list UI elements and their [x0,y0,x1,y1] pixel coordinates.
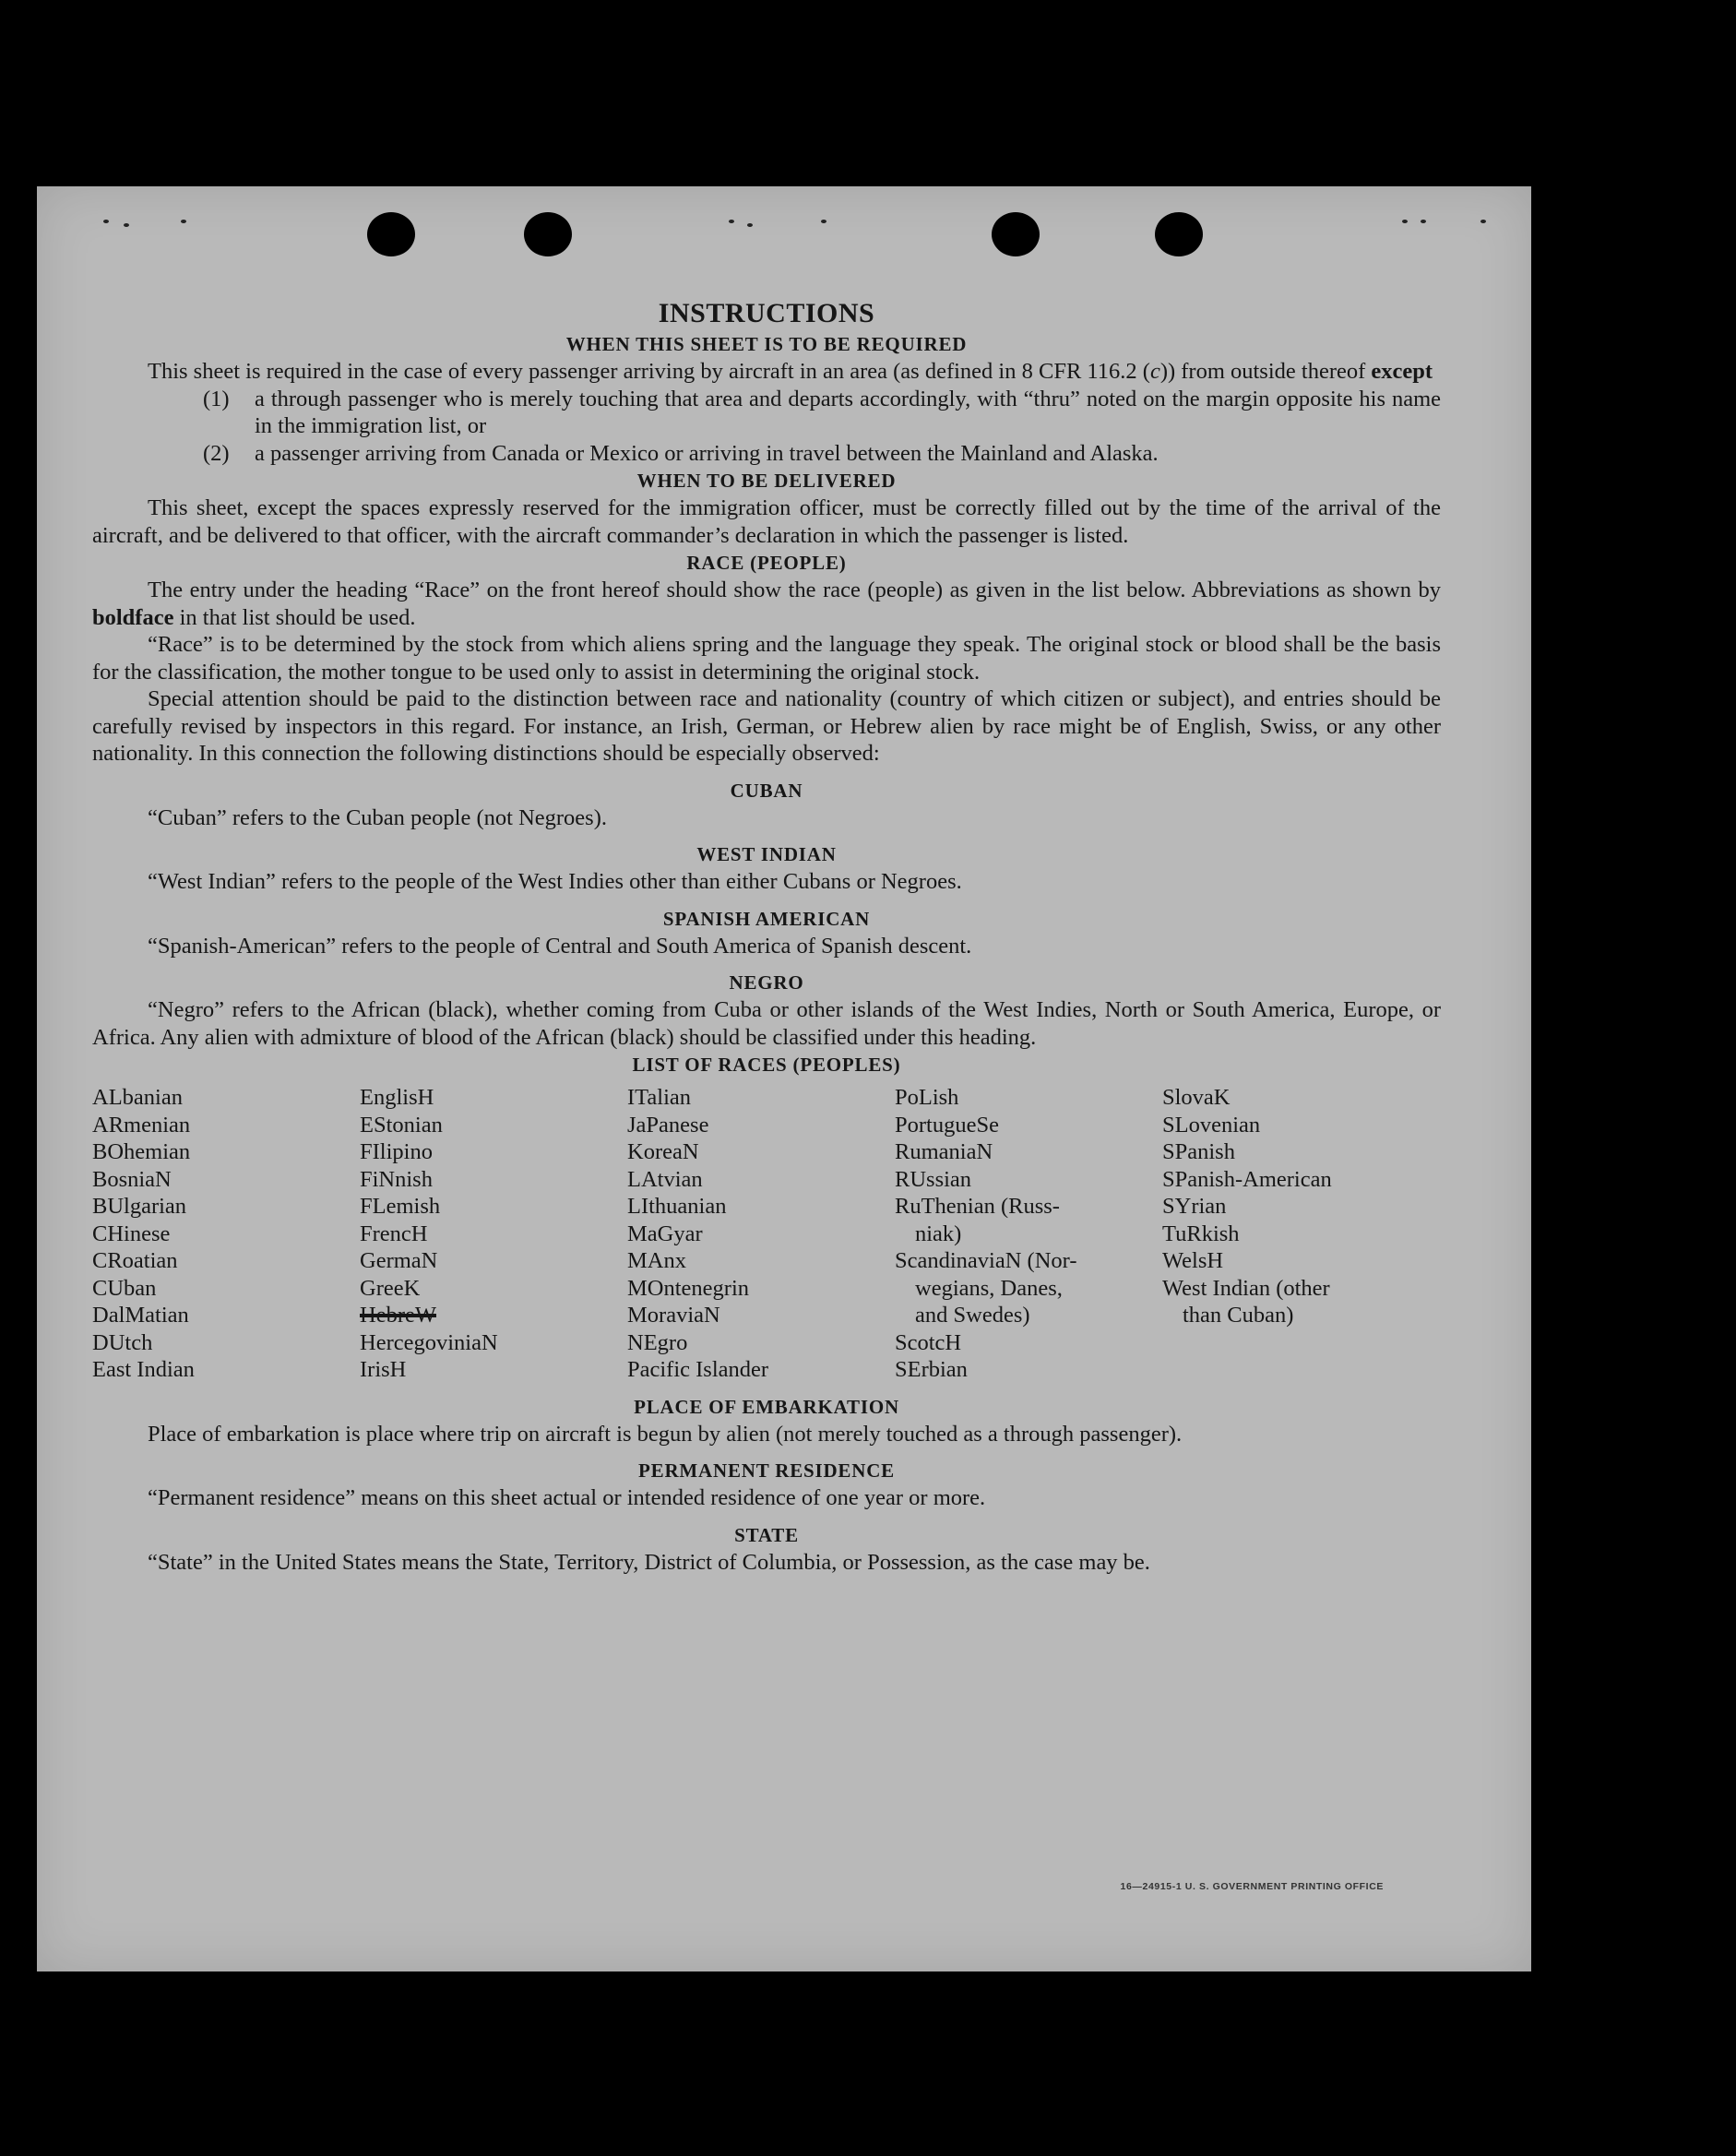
race-item-struck: HebreW [360,1303,436,1328]
page-title: INSTRUCTIONS [658,298,875,328]
race-item: KoreaN [627,1139,699,1164]
race-item: FrencH [360,1221,428,1246]
west-indian-heading: WEST INDIAN [696,843,837,865]
speck [1421,220,1426,223]
race-item: DalMatian [92,1303,189,1328]
race-item: wegians, Danes, [915,1275,1063,1301]
punch-hole [524,212,572,256]
race-item: SPanish-American [1162,1166,1332,1192]
document-sheet [37,186,1531,1971]
race-item: than Cuban) [1183,1303,1294,1328]
race-item: EStonian [360,1112,443,1138]
race-paragraph-1: The entry under the heading “Race” on the front hereof should show the race (people) as given in the list below. Abbreviations as shown by boldface in that list should be used. [92,578,1441,630]
embarkation-text: Place of embarkation is place where trip on aircraft is begun by alien (not merely touched as a through passenger). [148,1421,1183,1447]
race-item: FiNnish [360,1166,433,1192]
race-heading: RACE (PEOPLE) [686,552,847,574]
race-item: TuRkish [1162,1221,1240,1246]
west-indian-text: “West Indian” refers to the people of the West Indies other than either Cubans or Negroes. [148,869,962,894]
race-item: SYrian [1162,1194,1227,1219]
race-item: CRoatian [92,1248,178,1273]
race-item: ALbanian [92,1085,183,1110]
speck [103,220,109,223]
race-item: JaPanese [627,1112,709,1138]
races-column-1 [92,1084,360,1384]
race-item: MaGyar [627,1221,703,1246]
race-item: GreeK [360,1275,421,1301]
race-item: niak) [915,1221,962,1246]
residence-text: “Permanent residence” means on this sheet actual or intended residence of one year or more. [148,1485,986,1510]
race-paragraph-3: Special attention should be paid to the distinction between race and nationality (country of which citizen or subject), and entries should be carefully revised by inspectors in this regard. For instance, an Irish, German, or Hebrew alien by race might be of English, Swiss, or any other nationality. In this connection the following distinctions should be especially observed: [92,686,1441,766]
cuban-heading: CUBAN [730,779,803,802]
race-item: FLemish [360,1194,441,1219]
speck [747,223,753,227]
printing-office-footer: 16—24915-1 U. S. GOVERNMENT PRINTING OFFICE [1120,1881,1384,1892]
embarkation-heading: PLACE OF EMBARKATION [634,1395,899,1418]
race-item: HercegoviniaN [360,1329,498,1355]
race-item: SErbian [895,1357,968,1382]
race-item: RumaniaN [895,1139,993,1164]
race-item: BUlgarian [92,1194,187,1219]
spanish-american-text: “Spanish-American” refers to the people of Central and South America of Spanish descent. [148,933,972,959]
races-list [92,1084,1441,1384]
race-item: West Indian (other [1162,1275,1330,1301]
list-of-races-heading: LIST OF RACES (PEOPLES) [632,1054,901,1076]
exception-item-1: (1) a through passenger who is merely touching that area and departs accordingly, with “thru” noted on the margin opposite his name in the immigration list, or [203,386,1441,438]
race-item: RUssian [895,1166,972,1192]
race-item: WelsH [1162,1248,1224,1273]
required-heading: WHEN THIS SHEET IS TO BE REQUIRED [565,333,968,355]
race-item: EnglisH [360,1085,434,1110]
race-item: CHinese [92,1221,171,1246]
required-intro: This sheet is required in the case of every passenger arriving by aircraft in an area (as defined in 8 CFR 116.2 (c)) from outside thereof except [148,359,1433,384]
race-item: BosniaN [92,1166,172,1192]
speck [181,220,186,223]
races-column-2 [360,1084,627,1384]
race-item: ITalian [627,1085,692,1110]
speck [1480,220,1486,223]
delivered-heading: WHEN TO BE DELIVERED [636,470,897,492]
cuban-text: “Cuban” refers to the Cuban people (not Negroes). [148,804,607,830]
race-item: PoLish [895,1085,959,1110]
race-item: GermaN [360,1248,438,1273]
race-item: and Swedes) [915,1303,1030,1328]
punch-hole [367,212,415,256]
negro-heading: NEGRO [729,971,804,994]
speck [1402,220,1408,223]
race-item: SlovaK [1162,1085,1231,1110]
spanish-american-heading: SPANISH AMERICAN [662,907,871,930]
speck [729,220,734,223]
race-item: LIthuanian [627,1194,727,1219]
race-item: SPanish [1162,1139,1235,1164]
races-column-4 [895,1084,1162,1384]
races-column-5 [1162,1084,1430,1384]
race-item: ScotcH [895,1329,962,1355]
state-text: “State” in the United States means the State, Territory, District of Columbia, or Possession, as the case may be. [148,1549,1150,1575]
state-heading: STATE [734,1523,799,1546]
race-item: BOhemian [92,1139,191,1164]
race-item: Pacific Islander [627,1357,769,1382]
punch-hole [1155,212,1203,256]
race-item: ScandinaviaN (Nor- [895,1248,1077,1273]
race-item: RuThenian (Russ- [895,1194,1060,1219]
race-item: PortugueSe [895,1112,999,1138]
exception-item-2: (2) a passenger arriving from Canada or Mexico or arriving in travel between the Mainland and Alaska. [203,440,1159,466]
race-item: NEgro [627,1329,688,1355]
speck [821,220,826,223]
race-item: FIlipino [360,1139,433,1164]
race-paragraph-2: “Race” is to be determined by the stock from which aliens spring and the language they speak. The original stock or blood shall be the basis for the classification, the mother tongue to be used only to assist in determining the original stock. [92,632,1441,685]
races-column-3 [627,1084,895,1384]
race-item: MAnx [627,1248,686,1273]
race-item: SLovenian [1162,1112,1261,1138]
speck [124,223,129,227]
race-item: LAtvian [627,1166,703,1192]
residence-heading: PERMANENT RESIDENCE [638,1459,895,1482]
race-item: MoraviaN [627,1303,720,1328]
race-item: IrisH [360,1357,407,1382]
race-item: MOntenegrin [627,1275,749,1301]
punch-hole [992,212,1040,256]
negro-text: “Negro” refers to the African (black), whether coming from Cuba or other islands of the West Indies, North or South America, Europe, or Africa. Any alien with admixture of blood of the African (black) should be classified under this heading. [92,997,1441,1050]
race-item: ARmenian [92,1112,191,1138]
race-item: East Indian [92,1357,195,1382]
race-item: CUban [92,1275,157,1301]
race-item: DUtch [92,1329,153,1355]
instructions-content [92,297,1441,1576]
delivered-text: This sheet, except the spaces expressly reserved for the immigration officer, must be correctly filled out by the time of the arrival of the aircraft, and be delivered to that officer, with the aircraft commander’s declaration in which the passenger is listed. [92,495,1441,548]
